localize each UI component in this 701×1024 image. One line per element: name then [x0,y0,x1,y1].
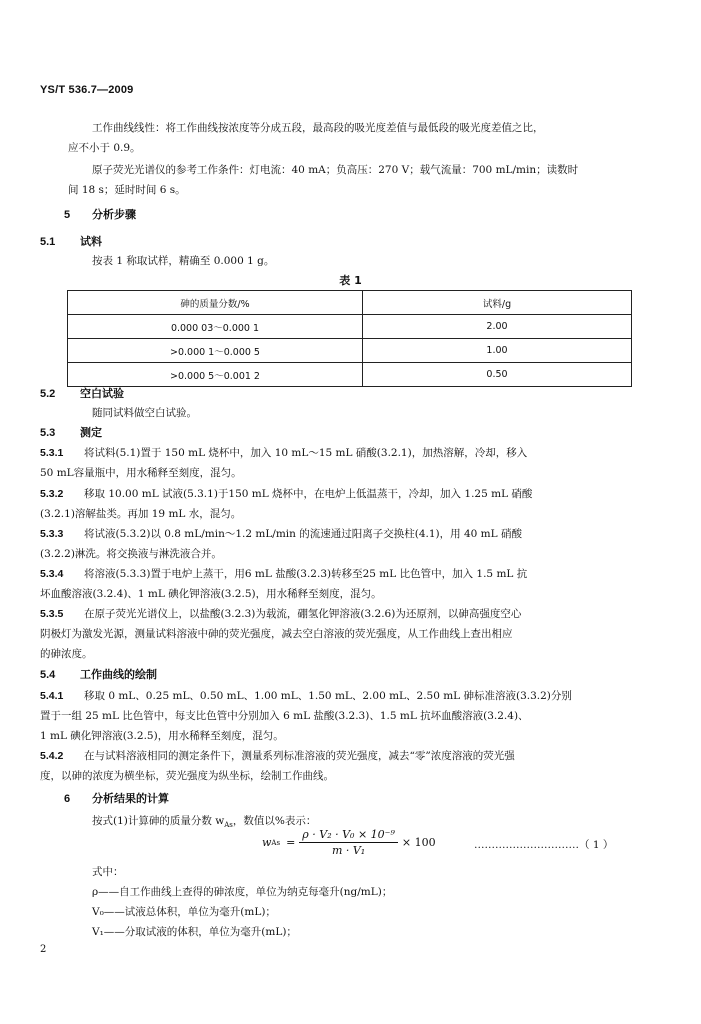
clause-5-4-2-line-2: 度，以砷的浓度为横坐标，荧光强度为纵坐标，绘制工作曲线。 [40,770,334,782]
where-rho: ρ——自工作曲线上查得的砷浓度，单位为纳克每毫升(ng/mL)； [92,886,393,898]
clause-5-3-1 [40,443,527,463]
section-title: 分析结果的计算 [92,792,169,805]
clause-number: 5.3.2 [40,488,64,500]
formula-equation-number: …………………………（ 1 ） [474,839,614,851]
section-number: 5 [64,209,71,221]
table-cell: >0.000 5～0.001 2 [68,363,363,387]
clause-5-3-5-line-3: 的砷浓度。 [40,648,93,660]
clause-text: 移取 10.00 mL 试液(5.3.1)于150 mL 烧杯中，在电炉上低温蒸干，冷却，加入 1.25 mL 硝酸 [84,488,533,500]
table-row [68,363,632,387]
table-cell: >0.000 1～0.000 5 [68,339,363,363]
clause-text: 将试液(5.3.2)以 0.8 mL/min～1.2 mL/min 的流速通过阳离子交换柱(4.1)，用 40 mL 硝酸 [84,528,522,540]
where-v0: V₀——试液总体积，单位为毫升(mL)； [92,906,276,918]
table-header-cell: 试料/g [363,291,632,315]
formula-lhs: w [262,836,272,849]
section-6-heading [64,789,169,809]
intro-subscript: As [224,821,233,830]
clause-5-3-3 [40,524,522,544]
clause-5-3-3-line-2: (3.2.2)淋洗。将交换液与淋洗液合并。 [40,548,222,560]
section-number: 5.4 [40,669,56,681]
clause-5-3-2-line-2: (3.2.1)溶解盐类。再加 19 mL 水，混匀。 [40,508,242,520]
clause-number: 5.4.2 [40,750,64,762]
clause-5-3-5-line-2: 阴极灯为激发光源，测量试料溶液中砷的荧光强度，减去空白溶液的荧光强度，从工作曲线上查出相应 [40,628,513,640]
section-number: 5.3 [40,427,56,439]
formula-numerator: ρ · V₂ · V₀ × 10⁻⁹ [299,828,398,843]
section-5-2-heading [40,384,124,404]
section-title: 测定 [80,426,102,439]
clause-text: 将溶液(5.3.3)置于电炉上蒸干，用6 mL 盐酸(3.2.3)转移至25 mL 比色管中，加入 1.5 mL 抗 [84,568,528,580]
clause-number: 5.4.1 [40,690,64,702]
section-title: 分析步骤 [92,208,136,221]
clause-5-4-1 [40,686,572,706]
formula-equals: = [286,836,296,849]
section-5-3-heading [40,423,102,443]
table-cell: 0.000 03～0.000 1 [68,315,363,339]
clause-text: 移取 0 mL、0.25 mL、0.50 mL、1.00 mL、1.50 mL、2.00 mL、2.50 mL 砷标准溶液(3.3.2)分别 [84,690,572,702]
clause-text: 在与试料溶液相同的测定条件下，测量系列标准溶液的荧光强度，减去“零”浓度溶液的荧光强 [84,750,515,762]
clause-5-3-4 [40,564,527,584]
formula-tail: × 100 [401,836,436,849]
clause-5-4-1-line-3: 1 mL 碘化钾溶液(3.2.5)，用水稀释至刻度，混匀。 [40,730,284,742]
clause-number: 5.3.1 [40,447,64,459]
table-row [68,339,632,363]
section-5-heading [64,205,136,225]
table-cell: 0.50 [363,363,632,387]
table-1-title: 表 1 [339,274,362,287]
clause-text: 在原子荧光光谱仪上，以盐酸(3.2.3)为载流，硼氢化钾溶液(3.2.6)为还原剂，以砷高强度空心 [84,608,522,620]
section-5-1-text: 按表 1 称取试样，精确至 0.000 1 g。 [92,255,275,267]
section-5-1-heading [40,232,102,252]
section-number: 5.1 [40,236,56,248]
intro-line-1: 工作曲线线性：将工作曲线按浓度等分成五段，最高段的吸光度差值与最低段的吸光度差值之比， [92,122,544,134]
clause-5-3-2 [40,484,532,504]
section-5-2-text: 随同试料做空白试验。 [92,407,197,419]
clause-number: 5.3.5 [40,608,64,620]
intro-line-3: 原子荧光光谱仪的参考工作条件：灯电流：40 mA；负高压：270 V；载气流量：700 mL/min；读数时 [92,164,579,176]
where-label: 式中： [92,866,124,878]
formula-denominator: m · V₁ [331,844,366,857]
table-header-cell: 砷的质量分数/% [68,291,363,315]
page-number: 2 [40,944,47,955]
clause-text: 将试料(5.1)置于 150 mL 烧杯中，加入 10 mL～15 mL 硝酸(3.2.1)，加热溶解，冷却，移入 [84,447,528,459]
intro-line-4: 间 18 s；延时时间 6 s。 [68,184,186,196]
section-title: 空白试验 [80,387,124,400]
clause-5-3-1-line-2: 50 mL容量瓶中，用水稀释至刻度，混匀。 [40,467,242,479]
intro-tail: ，数值以%表示： [232,815,317,827]
section-number: 6 [64,793,71,805]
standard-code: YS/T 536.7—2009 [40,84,134,96]
clause-5-4-1-line-2: 置于一组 25 mL 比色管中，每支比色管中分别加入 6 mL 盐酸(3.2.3)、1.5 mL 抗坏血酸溶液(3.2.4)、 [40,710,529,722]
section-number: 5.2 [40,388,56,400]
clause-5-3-5 [40,604,521,624]
clause-number: 5.3.4 [40,568,64,580]
table-1 [67,290,632,387]
clause-number: 5.3.3 [40,528,64,540]
formula-lhs-sub: As [271,838,281,847]
section-title: 工作曲线的绘制 [80,668,157,681]
table-header-row [68,291,632,315]
section-5-4-heading [40,665,157,685]
clause-5-4-2 [40,746,515,766]
intro-line-2: 应不小于 0.9。 [68,142,141,154]
section-title: 试料 [80,235,102,248]
clause-5-3-4-line-2: 坏血酸溶液(3.2.4)、1 mL 碘化钾溶液(3.2.5)，用水稀释至刻度，混匀。 [40,588,382,600]
formula-fraction [299,828,398,857]
table-row [68,315,632,339]
intro-text: 按式(1)计算砷的质量分数 w [92,815,225,827]
formula-1 [262,828,436,857]
table-cell: 1.00 [363,339,632,363]
where-v1: V₁——分取试液的体积，单位为毫升(mL)； [92,926,297,938]
table-cell: 2.00 [363,315,632,339]
